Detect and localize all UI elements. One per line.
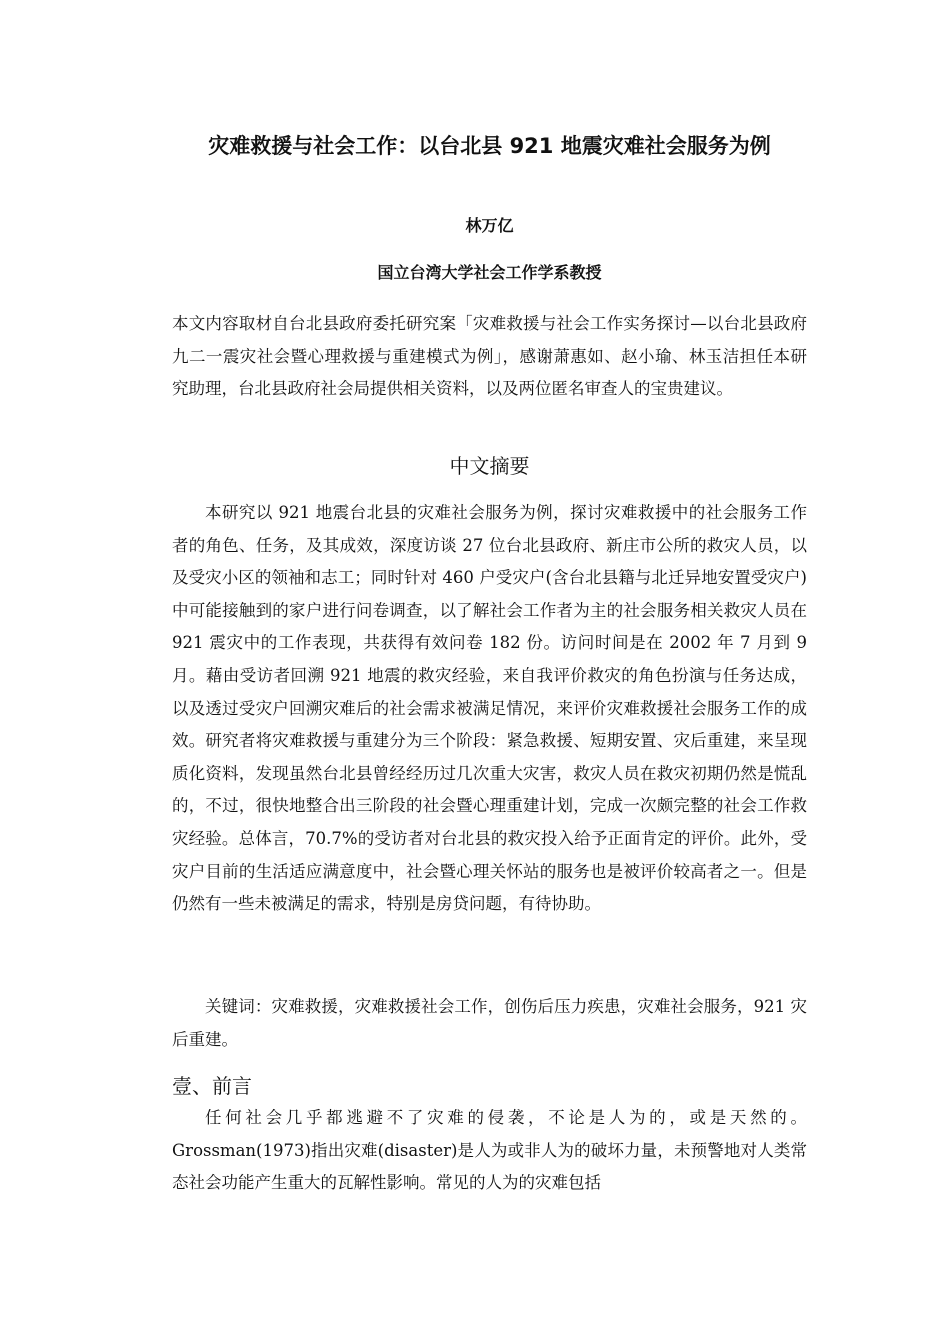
section-heading-introduction: 壹、前言 <box>172 1074 252 1098</box>
document-title: 灾难救援与社会工作：以台北县 921 地震灾难社会服务为例 <box>208 134 771 158</box>
author-name: 林万亿 <box>465 216 514 235</box>
abstract-heading: 中文摘要 <box>449 454 530 478</box>
author-affiliation: 国立台湾大学社会工作学系教授 <box>377 263 602 282</box>
introduction-paragraph: 任何社会几乎都逃避不了灾难的侵袭，不论是人为的，或是天然的。Grossman(1973)指出灾难(disaster)是人为或非人为的破坏力量，未预警地对人类常态社会功能产生重大的瓦解性影响。常见的人为的灾难包括 <box>172 1108 807 1193</box>
acknowledgement-note: 本文内容取材自台北县政府委托研究案「灾难救援与社会工作实务探讨—以台北县政府九二一震灾社会暨心理救援与重建模式为例」，感谢萧惠如、赵小瑜、林玉洁担任本研究助理，台北县政府社会局提供相关资料，以及两位匿名审查人的宝贵建议。 <box>172 314 807 399</box>
abstract-paragraph: 本研究以 921 地震台北县的灾难社会服务为例，探讨灾难救援中的社会服务工作者的角色、任务，及其成效，深度访谈 27 位台北县政府、新庄市公所的救灾人员，以及受灾小区的领袖和志工；同时针对 460 户受灾户(含台北县籍与北迁异地安置受灾户)中可能接触到的家户进行问卷调查，以了解社会工作者为主的社会服务相关救灾人员在 921 震灾中的工作表现，共获得有效问卷 182 份。访问时间是在 2002 年 7 月到 9 月。藉由受访者回溯 921 地震的救灾经验，来自我评价救灾的角色扮演与任务达成，以及透过受灾户回溯灾难后的社会需求被满足情况，来评价灾难救援社会服务工作的成效。研究者将灾难救援与重建分为三个阶段：紧急救援、短期安置、灾后重建，来呈现质化资料，发现虽然台北县曾经经历过几次重大灾害，救灾人员在救灾初期仍然是慌乱的，不过，很快地整合出三阶段的社会暨心理重建计划，完成一次颇完整的社会工作救灾经验。总体言，70.7%的受访者对台北县的救灾投入给予正面肯定的评价。此外，受灾户目前的生活适应满意度中，社会暨心理关怀站的服务也是被评价较高者之一。但是仍然有一些未被满足的需求，特别是房贷问题，有待协助。 <box>172 503 807 914</box>
keywords-paragraph: 关键词：灾难救援，灾难救援社会工作，创伤后压力疾患，灾难社会服务，921 灾后重建。 <box>172 997 807 1049</box>
